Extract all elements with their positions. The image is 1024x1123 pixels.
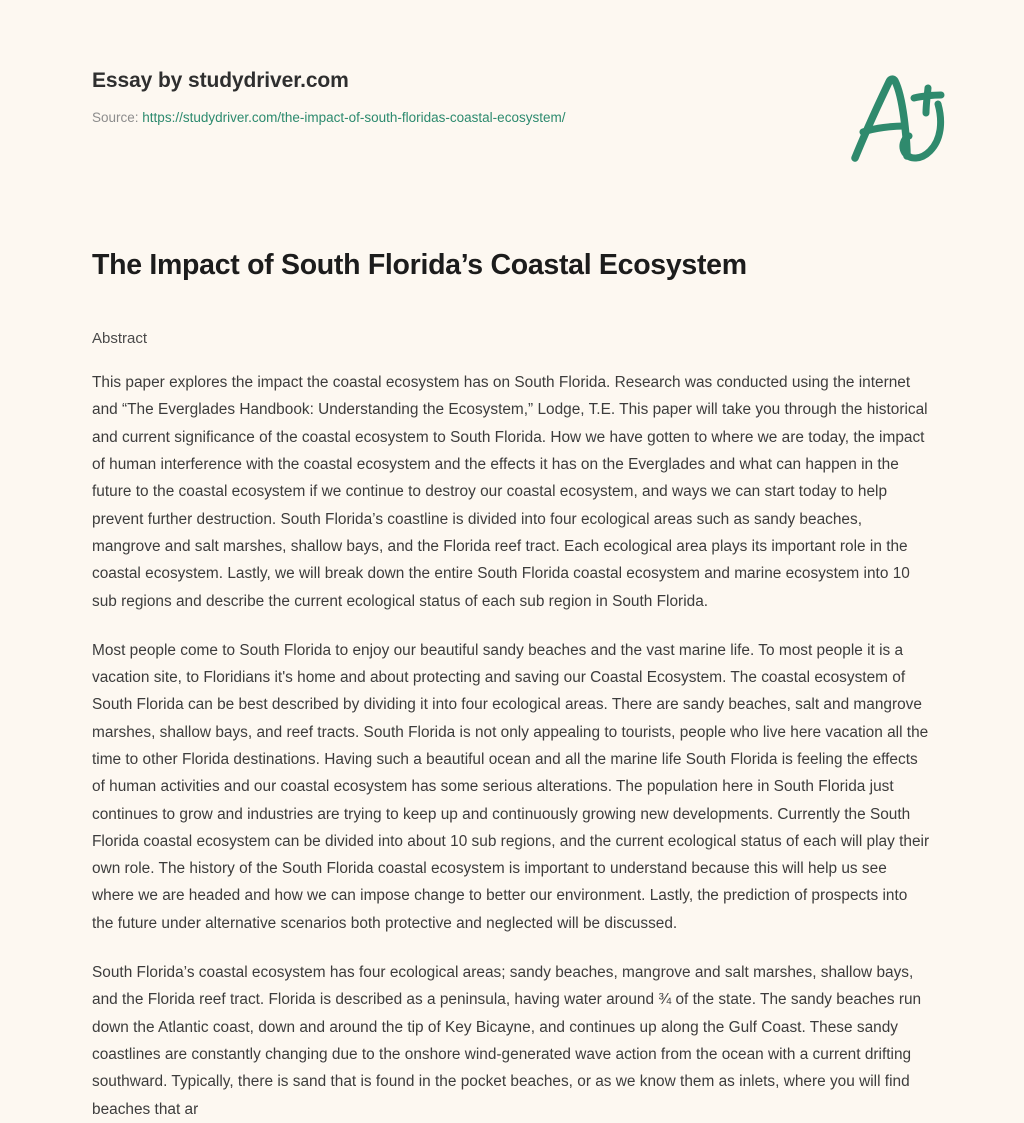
masthead	[92, 68, 932, 126]
article	[92, 248, 932, 1123]
source-label: Source:	[92, 110, 139, 126]
page-title: The Impact of South Florida’s Coastal Ecosystem	[92, 249, 747, 281]
paragraph: This paper explores the impact the coastal ecosystem has on South Florida. Research was conducted using the internet and “The Everglades Handbook: Understanding the Ecosystem,” Lodge, T.E. This paper will take you through the historical and current significance of the coastal ecosystem to South Florida. How we have gotten to where we are today, the impact of human interference with the coastal ecosystem and the effects it has on the Everglades and what can happen in the future to the coastal ecosystem if we continue to destroy our coastal ecosystem, and ways we can start today to help prevent further destruction. South Florida’s coastline is divided into four ecological areas such as sandy beaches, mangrove and salt marshes, shallow bays, and the Florida reef tract. Each ecological area plays its important role in the coastal ecosystem. Lastly, we will break down the entire South Florida coastal ecosystem and marine ecosystem into 10 sub regions and describe the current ecological status of each sub region in South Florida.	[92, 374, 928, 610]
paragraph: South Florida’s coastal ecosystem has four ecological areas; sandy beaches, mangrove and salt marshes, shallow bays, and the Florida reef tract. Florida is described as a peninsula, having water around ¾ of the state. The sandy beaches run down the Atlantic coast, down and around the tip of Key Bicayne, and continues up along the Gulf Coast. These sandy coastlines are constantly changing due to the onshore wind-generated wave action from the ocean with a current drifting southward. Typically, there is sand that is found in the pocket beaches, or as we know them as inlets, where you will find beaches that ar	[92, 964, 922, 1118]
source-line	[92, 110, 932, 126]
brand-title: Essay by studydriver.com	[92, 69, 349, 92]
source-url-link[interactable]: https://studydriver.com/the-impact-of-south-floridas-coastal-ecosystem/	[142, 110, 566, 126]
section-label-abstract: Abstract	[92, 329, 148, 347]
paragraph: Most people come to South Florida to enjoy our beautiful sandy beaches and the vast marine life. To most people it is a vacation site, to Floridians it's home and about protecting and saving our Coastal Ecosystem. The coastal ecosystem of South Florida can be best described by dividing it into four ecological areas. There are sandy beaches, salt and mangrove marshes, shallow bays, and reef tracts. South Florida is not only appealing to tourists, people who live here vacation all the time to other Florida destinations. Having such a beautiful ocean and all the marine life South Florida is feeling the effects of human activities and our coastal ecosystem has some serious alterations. The population here in South Florida just continues to grow and industries are trying to keep up and continuously growing new developments. Currently the South Florida coastal ecosystem can be divided into about 10 sub regions, and the current ecological status of each will play their own role. The history of the South Florida coastal ecosystem is important to understand because this will help us see where we are headed and how we can impose change to better our environment. Lastly, the prediction of prospects into the future under alternative scenarios both protective and neglected will be discussed.	[92, 641, 930, 932]
article-body	[92, 369, 932, 1123]
a-plus-logo-svg	[842, 70, 948, 168]
a-plus-grade-logo-icon	[842, 70, 948, 168]
